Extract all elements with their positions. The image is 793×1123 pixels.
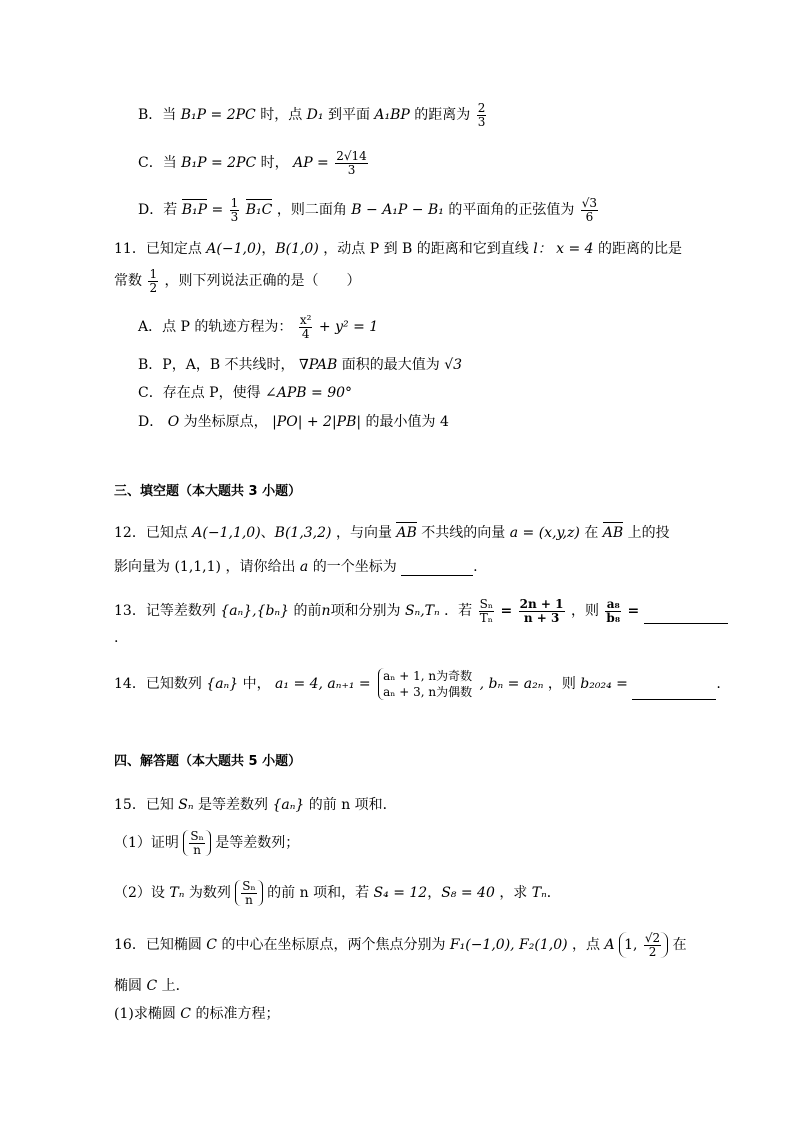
numerator: Sₙ [242, 879, 256, 893]
answer-blank[interactable] [644, 623, 728, 624]
text: 的距离为 [414, 107, 471, 124]
denominator: 2 [149, 280, 158, 295]
numerator: √2 [644, 931, 661, 945]
fraction [605, 598, 621, 624]
text: = [500, 603, 513, 620]
denominator: 3 [230, 209, 239, 224]
math-expr: {aₙ},{bₙ} [220, 603, 290, 620]
text: 的距离的比是 [598, 241, 683, 257]
option-label: C．存在点 P，使得 [138, 385, 261, 401]
numerator: 2 [477, 101, 486, 115]
q16-stem-line2 [114, 975, 190, 995]
text: ． [546, 885, 561, 902]
text: ，与向量 [335, 525, 392, 541]
q11-stem-line1 [114, 238, 682, 258]
text: 在 [584, 525, 599, 541]
q16-stem-line1 [114, 932, 687, 958]
denominator: Tₙ [479, 610, 493, 625]
q15-part2 [114, 880, 561, 906]
option-label: C．当 [138, 155, 177, 172]
text: 是等差数列 [198, 797, 268, 813]
text: 椭圆 [114, 978, 142, 994]
q15-stem [114, 794, 397, 814]
numerator: 1 [149, 267, 158, 281]
q12-stem-line2 [114, 556, 478, 576]
text: 13．记等差数列 [114, 603, 216, 620]
math-expr: l： [533, 241, 552, 257]
text: 在 [672, 937, 687, 954]
text: 面积的最大值为 [341, 357, 440, 373]
math-expr: {aₙ} [206, 676, 239, 693]
q10-option-b [138, 102, 488, 128]
q14-stem [114, 668, 721, 700]
text: 常数 [114, 273, 142, 290]
option-label: D． [138, 414, 164, 430]
text: 的中心在坐标原点，两个焦点分别为 [221, 937, 446, 954]
numerator: 2√14 [336, 149, 367, 163]
section-heading-answers: 四、解答题（本大题共 5 小题） [114, 754, 302, 769]
math-expr: B₁P = 2PC [180, 107, 256, 124]
fraction [241, 880, 256, 906]
vector: AB [396, 525, 417, 541]
text: ，请你给出 [225, 559, 296, 575]
denominator: 4 [301, 326, 310, 341]
text: ，动点 P 到 B 的距离和它到直线 [323, 241, 529, 257]
math-expr: A(−1,1,0) [192, 525, 261, 541]
text: （2）设 [114, 885, 165, 902]
text: 的前 n 项和，若 [267, 885, 370, 902]
text: 的最小值为 4 [365, 414, 449, 430]
text: ，则 [547, 676, 576, 693]
text: 的标准方程； [195, 1006, 280, 1022]
denominator: n [193, 842, 201, 857]
q11-option-b [138, 354, 462, 374]
text: 中， [242, 676, 271, 693]
text: 项和分别为 [330, 603, 401, 620]
math-expr: AP = [293, 155, 329, 172]
math-expr: S₈ = 40 [441, 885, 495, 902]
text: = [211, 202, 224, 219]
fraction [477, 102, 487, 128]
fraction [581, 197, 598, 223]
math-expr: b₂₀₂₄ = [580, 676, 628, 693]
fraction [299, 314, 313, 340]
fraction [335, 150, 368, 176]
q11-option-c [138, 382, 352, 402]
text: 到平面 [327, 107, 370, 124]
fraction [230, 197, 240, 223]
denominator: 3 [347, 162, 356, 177]
math-expr: a = (x,y,z) [509, 525, 580, 541]
numerator: a₈ [606, 597, 620, 611]
fraction [189, 830, 204, 856]
denominator: b₈ [606, 610, 621, 625]
text: ．若 [444, 603, 473, 620]
math-expr: ∇PAB [299, 357, 338, 373]
numerator: 2n + 1 [519, 597, 564, 611]
math-expr: A [604, 937, 615, 954]
text: 11．已知定点 [114, 241, 202, 257]
math-expr: √3 [444, 357, 463, 373]
text: 12．已知点 [114, 525, 188, 541]
text: ， [427, 885, 442, 902]
math-expr: a [299, 559, 309, 575]
q15-part1 [114, 830, 299, 856]
math-expr: O [167, 414, 180, 430]
math-expr: ∠APB = 90° [265, 385, 353, 401]
q16-part1 [114, 1003, 279, 1023]
vector: AB [602, 525, 624, 541]
text: 的一个坐标为 [312, 559, 397, 575]
denominator: n + 3 [523, 610, 560, 625]
q12-stem-line1 [114, 522, 670, 542]
math-expr: B − A₁P − B₁ [351, 202, 444, 219]
text: ，则二面角 [276, 202, 347, 219]
numerator: 1 [230, 196, 239, 210]
numerator: √3 [581, 196, 598, 210]
option-label: D．若 [138, 202, 178, 219]
math-expr: B(1,0) [275, 241, 319, 257]
text: ，则下列说法正确的是（ ） [164, 273, 361, 290]
set-braces [183, 830, 210, 856]
text: 的前 [293, 603, 322, 620]
math-expr: F₁(−1,0), F₂(1,0) [449, 937, 568, 954]
vector: B₁P [181, 202, 208, 219]
math-expr: A(−1,0) [206, 241, 262, 257]
math-expr: Tₙ [169, 885, 185, 902]
math-expr: C [146, 978, 158, 994]
text: = [627, 603, 640, 620]
math-expr: a₁ = 4, aₙ₊₁ = [275, 676, 371, 693]
math-expr: B₁P = 2PC [181, 155, 257, 172]
math-expr: S₄ = 12 [373, 885, 428, 902]
answer-blank[interactable] [401, 575, 473, 576]
option-label: A．点 P 的轨迹方程为： [138, 319, 293, 336]
text: 影向量为 [114, 559, 170, 575]
text: 、 [260, 525, 275, 541]
q10-option-c [138, 150, 370, 176]
math-expr: x = 4 [556, 241, 594, 257]
math-expr: A₁BP [374, 107, 410, 124]
q13-stem [114, 598, 728, 624]
text: 15．已知 [114, 797, 174, 813]
point-coordinates [619, 932, 668, 958]
option-label: B．当 [138, 107, 177, 124]
text: ，点 [572, 937, 601, 954]
option-label: B．P，A，B 不共线时， [138, 357, 295, 373]
q11-option-d [138, 411, 449, 431]
math-expr: n [321, 603, 331, 620]
text: 为数列 [188, 885, 231, 902]
math-expr: {aₙ} [272, 797, 305, 813]
text: 不共线的向量 [421, 525, 506, 541]
fraction [148, 268, 158, 294]
q10-option-d [138, 197, 600, 223]
q11-stem-line2 [114, 268, 361, 294]
text: 上的投 [627, 525, 670, 541]
denominator: 3 [477, 114, 486, 129]
vector: B₁C [245, 202, 273, 219]
q11-option-a [138, 314, 378, 340]
x-coordinate: 1, [624, 937, 638, 954]
section-heading-fill-in: 三、填空题（本大题共 3 小题） [114, 484, 302, 499]
math-expr: C [180, 1006, 192, 1022]
q13-trailing-dot: . [114, 630, 119, 646]
text: 上． [161, 978, 190, 994]
answer-blank[interactable] [632, 699, 716, 700]
math-expr: (1,1,1) [174, 559, 221, 575]
text: （1）证明 [114, 835, 179, 852]
math-expr: Tₙ [531, 885, 547, 902]
text: 时， [260, 155, 289, 172]
denominator: n [245, 892, 253, 907]
denominator: 6 [585, 209, 594, 224]
math-expr: C [206, 937, 217, 954]
math-expr: |PO| + 2|PB| [272, 414, 362, 430]
text: 时，点 [260, 107, 303, 124]
fraction [644, 932, 661, 958]
numerator: x² [299, 313, 312, 327]
math-expr: , bₙ = a₂ₙ [479, 676, 544, 693]
numerator: Sₙ [190, 829, 204, 843]
text: 是等差数列； [215, 835, 300, 852]
set-braces [235, 880, 262, 906]
text: ，则 [570, 603, 599, 620]
math-expr: Sₙ [178, 797, 194, 813]
fraction [479, 598, 494, 624]
text: 14．已知数列 [114, 676, 202, 693]
period: . [716, 676, 721, 693]
text: (1)求椭圆 [114, 1006, 176, 1022]
piecewise-cases [378, 668, 472, 700]
text: 的平面角的正弦值为 [448, 202, 575, 219]
text: 的前 n 项和． [308, 797, 397, 813]
math-expr: D₁ [306, 107, 324, 124]
period: . [473, 559, 478, 575]
text: ， [261, 241, 276, 257]
text: 为坐标原点， [183, 414, 268, 430]
numerator: Sₙ [479, 597, 494, 611]
denominator: 2 [648, 944, 657, 959]
case-odd: aₙ + 1, n为奇数 [383, 669, 473, 683]
text: ，求 [499, 885, 528, 902]
math-expr: B(1,3,2) [274, 525, 332, 541]
math-expr: + y² = 1 [318, 319, 379, 336]
case-even: aₙ + 3, n为偶数 [383, 685, 473, 700]
text: 16．已知椭圆 [114, 937, 202, 954]
fraction [519, 598, 565, 624]
math-expr: Sₙ,Tₙ [404, 603, 440, 620]
